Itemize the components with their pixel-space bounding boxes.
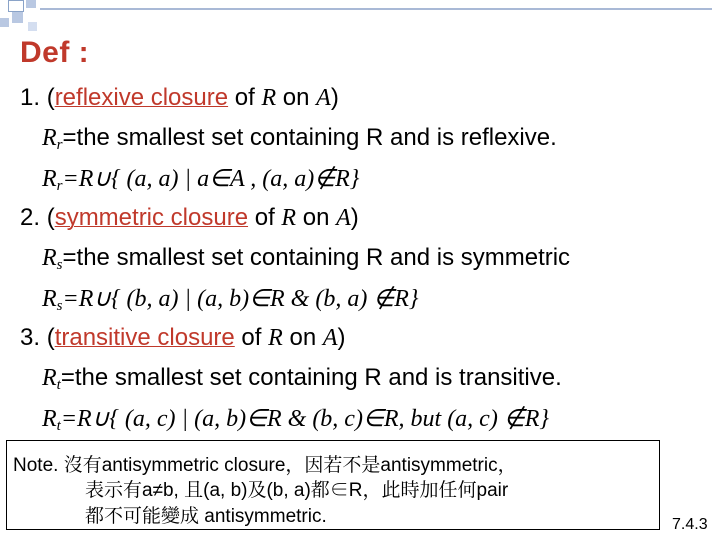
deco-square — [12, 12, 23, 23]
item-2-description: $R_s=the$ smallest set containing R and is symmetric — [42, 244, 571, 273]
deco-square — [28, 22, 37, 31]
note-line-3: 都不可能變成 antisymmetric. — [85, 505, 327, 527]
slide-title: Def : — [20, 36, 90, 69]
item-2-formula: $R_s=R\cup${ (b, a) | (a, b)∈R & (b, a) ∉R} — [42, 286, 419, 314]
item-1-formula: $R_r=R\cup${ (a, a) | a∈A , (a, a)∉R} — [42, 166, 360, 194]
item-2-heading: 2. (symmetric closure of R on A) — [20, 204, 359, 231]
header-divider — [40, 8, 712, 10]
term-reflexive-closure: reflexive closure — [54, 84, 229, 111]
item-3-formula: $R_t=R\cup${ (a, c) | (a, b)∈R & (b, c)∈R, but (a, c) ∉R} — [42, 406, 549, 434]
note-box — [6, 440, 660, 530]
deco-square — [26, 0, 36, 8]
note-line-1: Note. 沒有antisymmetric closure，因若不是antisymmetric， — [13, 455, 517, 476]
note-line-2: 表示有a≠b, 且(a, b)及(b, a)都∈R，此時加任何pair — [85, 480, 509, 502]
item-1-heading: 1. (reflexive closure of R on A) — [20, 84, 339, 111]
item-3-heading: 3. (transitive closure of R on A) — [20, 324, 346, 351]
term-transitive-closure: transitive closure — [54, 324, 235, 351]
term-symmetric-closure: symmetric closure — [54, 204, 249, 231]
deco-square — [0, 18, 9, 27]
slide-number: 7.4.3 — [672, 516, 708, 533]
paren-open: ( — [46, 84, 55, 111]
item-1-description: $R_r=the$ smallest set containing R and is reflexive. — [42, 124, 557, 153]
item-number: 1. — [20, 84, 41, 111]
item-3-description: $R_t=the$ smallest set containing R and is transitive. — [42, 364, 562, 393]
item-number: 3. — [20, 324, 41, 351]
deco-square — [8, 0, 24, 12]
item-number: 2. — [20, 204, 41, 231]
